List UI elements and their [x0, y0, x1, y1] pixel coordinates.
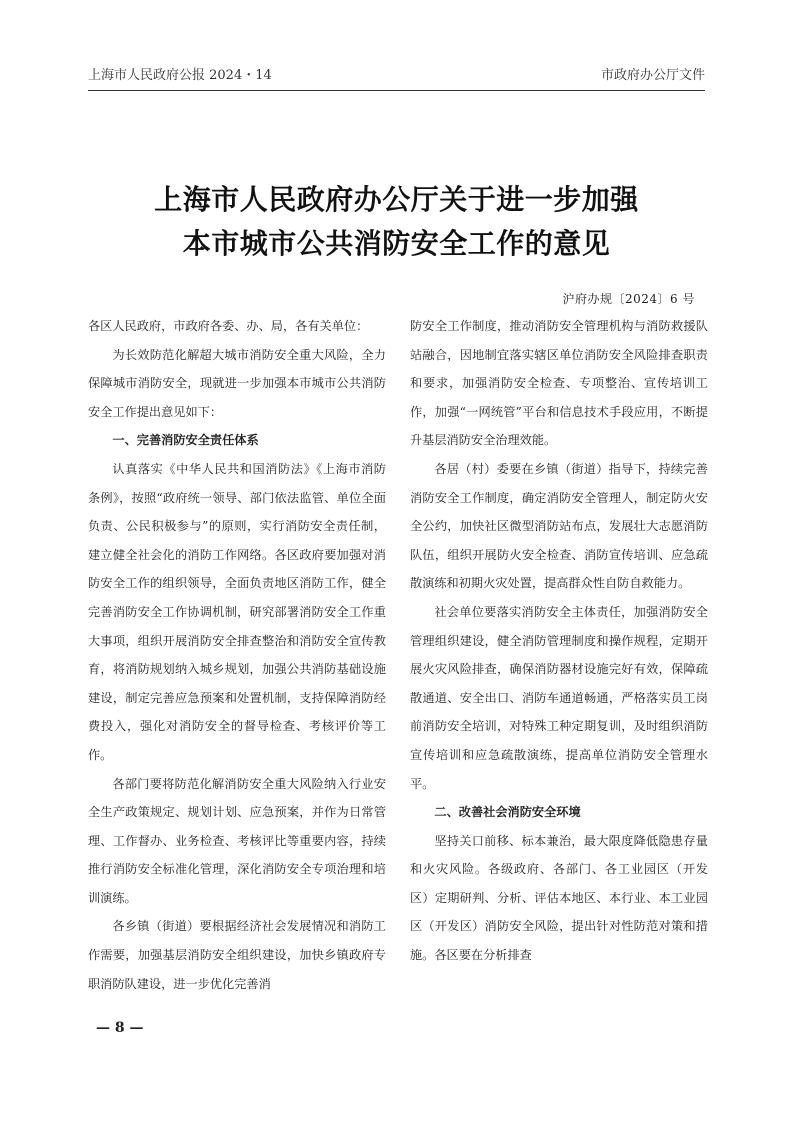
addressee: 各区人民政府，市政府各委、办、局，各有关单位： [88, 319, 369, 333]
header-section: 市政府办公厅文件 [600, 68, 705, 83]
title-line-2: 本市城市公共消防安全工作的意见 [182, 227, 611, 260]
paragraph: 各居（村）委要在乡镇（街道）指导下，持续完善消防安全工作制度，确定消防安全管理人，制定防火安全公约，加快社区微型消防站布点，发展壮大志愿消防队伍，组织开展防火安全检查、消防宣传培训、应急疏散演练和初期火灾处置，提高群众性自防自救能力。 [410, 461, 708, 591]
section-heading: 二、改善社会消防安全环境 [434, 805, 581, 820]
page-header [88, 62, 705, 91]
left-column [88, 312, 386, 998]
paragraph: 社会单位要落实消防安全主体责任，加强消防安全管理组织建设，健全消防管理制度和操作规程，定期开展火灾风险排查，确保消防器材设施完好有效，保障疏散通道、安全出口、消防车通道畅通，严格落实员工岗前消防安全培训，对特殊工种定期复训，及时组织消防宣传培训和应急疏散演练，提高单位消防安全管理水平。 [410, 604, 708, 791]
paragraph: 各乡镇（街道）要根据经济社会发展情况和消防工作需要，加强基层消防安全组织建设，加快乡镇政府专职消防队建设，进一步优化完善消 [88, 919, 386, 991]
paragraph: 坚持关口前移、标本兼治，最大限度降低隐患存量和火灾风险。各级政府、各部门、各工业园区（开发区）定期研判、分析、评估本地区、本行业、本工业园区（开发区）消防安全风险，提出针对性防范对策和措施。各区要在分析排查 [410, 833, 708, 963]
paragraph: 认真落实《中华人民共和国消防法》《上海市消防条例》，按照“政府统一领导、部门依法监管、单位全面负责、公民积极参与”的原则，实行消防安全责任制，建立健全社会化的消防工作网络。各区政府要加强对消防安全工作的组织领导，全面负责地区消防工作，健全完善消防安全工作协调机制，研究部署消防安全工作重大事项，组织开展消防安全排查整治和消防安全宣传教育，将消防规划纳入城乡规划，加强公共消防基础设施建设，制定完善应急预案和处置机制，支持保障消防经费投入，强化对消防安全的督导检查、考核评价等工作。 [88, 461, 386, 762]
paragraph: 各部门要将防范化解消防安全重大风险纳入行业安全生产政策规定、规划计划、应急预案，并作为日常管理、工作督办、业务检查、考核评比等重要内容，持续推行消防安全标准化管理，深化消防安全专项治理和培训演练。 [88, 776, 386, 905]
paragraph: 为长效防范化解超大城市消防安全重大风险，全力保障城市消防安全，现就进一步加强本市城市公共消防安全工作提出意见如下： [88, 347, 386, 419]
header-publication: 上海市人民政府公报 2024・14 [88, 68, 272, 83]
right-column [410, 312, 708, 970]
paragraph: 防安全工作制度，推动消防安全管理机构与消防救援队站融合，因地制宜落实辖区单位消防安全风险排查职责和要求，加强消防安全检查、专项整治、宣传培训工作，加强“一网统管”平台和信息技术手段应用，不断提升基层消防安全治理效能。 [410, 319, 708, 448]
title-line-1: 上海市人民政府办公厅关于进一步加强 [154, 183, 639, 216]
document-title [88, 178, 705, 266]
document-number: 沪府办规〔2024〕6 号 [562, 292, 695, 306]
section-heading: 一、完善消防安全责任体系 [112, 433, 259, 448]
page-number: — 8 — [96, 1020, 144, 1036]
